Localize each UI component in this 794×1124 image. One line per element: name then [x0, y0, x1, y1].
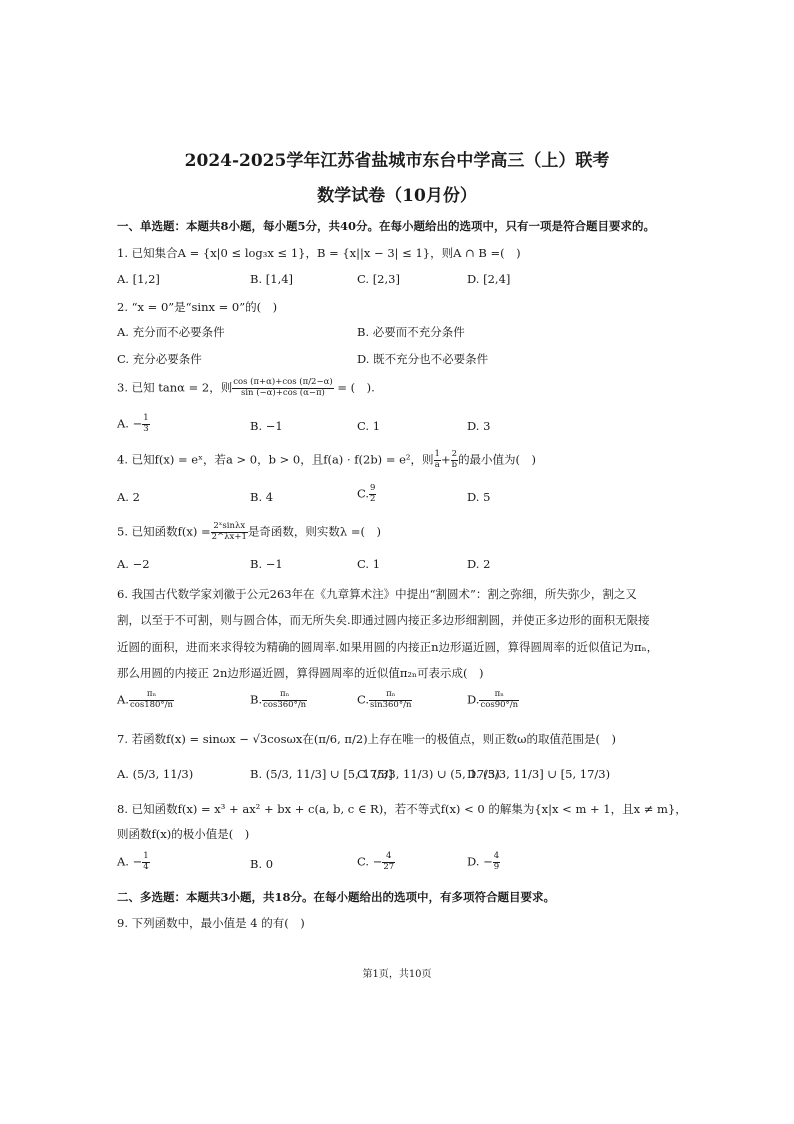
question-4-option-a: A. 2 — [117, 490, 140, 504]
question-6-option-d-fraction — [479, 690, 519, 711]
question-4-fraction-1-num: 1 — [434, 449, 440, 459]
exam-title: 2024-2025学年江苏省盐城市东台中学高三（上）联考 — [184, 151, 610, 171]
question-3-option-a-den: 3 — [143, 423, 149, 434]
question-4-option-c-den: 2 — [370, 493, 376, 504]
question-6-option-c-fraction — [369, 690, 412, 711]
question-7-option-d: D. (5/3, 11/3] ∪ [5, 17/3) — [467, 767, 611, 781]
question-3-option-d: D. 3 — [467, 419, 491, 433]
question-4-fraction-2 — [451, 450, 458, 471]
question-4-prefix: 4. 已知f(x) = eˣ，若a > 0，b > 0，且f(a) · f(2b) = e²，则 — [117, 452, 434, 467]
question-4-option-c-fraction — [369, 484, 376, 505]
page-footer: 第1页，共10页 — [362, 969, 432, 980]
question-6-option-a-label: A. — [117, 692, 129, 707]
question-6-option-b-den: cos360°/n — [263, 699, 307, 710]
question-1-option-d: D. [2,4] — [467, 272, 511, 286]
question-7-stem: 7. 若函数f(x) = sinωx − √3cosωx在(π/6, π/2)上存在唯一的极值点，则正数ω的取值范围是( ) — [117, 732, 616, 746]
question-8-option-d-den: 9 — [493, 861, 500, 872]
question-8-stem-2: 则函数f(x)的极小值是( ) — [117, 827, 250, 841]
question-6-option-c-den: sin360°/n — [370, 699, 412, 710]
question-3-numerator: cos (π+α)+cos (π/2−α) — [233, 377, 333, 387]
question-6-option-c-num: πₙ — [369, 690, 412, 701]
question-5-option-a: A. −2 — [117, 557, 150, 571]
question-3-stem — [117, 378, 375, 399]
question-3-denominator: sin (−α)+cos (α−π) — [240, 387, 325, 398]
question-5-option-d: D. 2 — [467, 557, 491, 571]
question-3-prefix: 3. 已知 tanα = 2，则 — [117, 380, 233, 395]
question-5-denominator: 2^λx+1 — [211, 531, 247, 542]
question-6-option-a-fraction — [129, 690, 174, 711]
question-1-option-c: C. [2,3] — [357, 272, 400, 286]
question-2-option-d: D. 既不充分也不必要条件 — [357, 352, 489, 366]
question-2-option-b: B. 必要而不充分条件 — [357, 325, 465, 339]
question-8-option-d-prefix: D. − — [467, 854, 493, 869]
question-3-option-a-prefix: A. − — [117, 416, 143, 431]
question-7-option-a: A. (5/3, 11/3) — [117, 767, 194, 781]
section-2-heading: 二、多选题：本题共3小题，共18分。在每小题给出的选项中，有多项符合题目要求。 — [117, 890, 556, 904]
question-6-option-d-den: cos90°/n — [480, 699, 519, 710]
question-5-stem — [117, 522, 381, 543]
question-8-option-d — [467, 852, 500, 873]
exam-subtitle: 数学试卷（10月份） — [317, 186, 477, 206]
question-6-option-b-num: πₙ — [262, 690, 307, 701]
question-1-option-a: A. [1,2] — [117, 272, 160, 286]
question-4-option-c-num: 9 — [370, 483, 376, 493]
question-8-option-a-prefix: A. − — [117, 854, 143, 869]
question-6-option-b-fraction — [262, 690, 307, 711]
question-1-stem: 1. 已知集合A = {x|0 ≤ log₃x ≤ 1}，B = {x||x − 3| ≤ 1}，则A ∩ B =( ) — [117, 246, 521, 260]
question-6-option-a — [117, 690, 174, 711]
question-6-option-d — [467, 690, 519, 711]
question-5-suffix: 是奇函数，则实数λ =( ) — [247, 524, 381, 539]
question-6-option-d-label: D. — [467, 692, 480, 707]
question-2-stem: 2. “x = 0”是“sinx = 0”的( ) — [117, 300, 278, 314]
question-5-prefix: 5. 已知函数f(x) = — [117, 524, 211, 539]
question-7-option-c: C. (5/3, 11/3) ∪ (5, 17/3) — [357, 767, 500, 781]
question-3-suffix: = ( ). — [337, 380, 375, 395]
question-4-option-b: B. 4 — [250, 490, 274, 504]
question-8-option-c-num: 4 — [382, 852, 395, 863]
question-3-option-a-fraction — [142, 414, 149, 435]
question-5-option-c: C. 1 — [357, 557, 381, 571]
question-4-plus: + — [440, 452, 451, 467]
question-1-option-b: B. [1,4] — [250, 272, 294, 286]
question-6-option-d-num: πₙ — [479, 690, 519, 701]
question-6-option-b — [250, 690, 307, 711]
question-6-option-c-label: C. — [357, 692, 370, 707]
question-4-option-c-prefix: C. — [357, 486, 370, 501]
question-5-fraction — [211, 522, 248, 543]
section-1-heading: 一、单选题：本题共8小题，每小题5分，共40分。在每小题给出的选项中，只有一项是符合题目要求的。 — [117, 219, 656, 233]
question-6-line-4: 那么用圆的内接正 2n边形逼近圆，算得圆周率的近似值π₂ₙ可表示成( ) — [117, 666, 484, 680]
question-8-option-d-num: 4 — [493, 851, 500, 861]
question-3-fraction — [232, 378, 333, 399]
question-7-option-b: B. (5/3, 11/3] ∪ [5, 17/3] — [250, 767, 393, 781]
question-6-option-a-num: πₙ — [129, 690, 174, 701]
question-2-option-c: C. 充分必要条件 — [117, 352, 202, 366]
question-3-option-c: C. 1 — [357, 419, 381, 433]
question-6-option-c — [357, 690, 412, 711]
question-8-option-c-prefix: C. − — [357, 854, 383, 869]
question-4-fraction-2-num: 2 — [451, 449, 458, 459]
question-8-option-a — [117, 852, 150, 873]
question-8-stem: 8. 已知函数f(x) = x³ + ax² + bx + c(a, b, c ∈ R)，若不等式f(x) < 0 的解集为{x|x < m + 1，且x ≠ m}， — [117, 802, 687, 816]
question-6-line-3: 近圆的面积，进而来求得较为精确的圆周率.如果用圆的内接正n边形逼近圆，算得圆周率的近似值记为πₙ， — [117, 640, 659, 654]
question-3-option-b: B. −1 — [250, 419, 283, 433]
question-8-option-c-fraction — [382, 852, 395, 873]
question-6-option-a-den: cos180°/n — [129, 699, 174, 710]
question-6-line-1: 6. 我国古代数学家刘徽于公元263年在《九章算术注》中提出“割圆术”：割之弥细，所失弥少，割之又 — [117, 587, 637, 601]
question-8-option-c-den: 27 — [383, 861, 395, 872]
question-2-option-a: A. 充分而不必要条件 — [117, 325, 225, 339]
question-4-stem — [117, 450, 536, 471]
question-5-option-b: B. −1 — [250, 557, 283, 571]
question-6-option-b-label: B. — [250, 692, 263, 707]
question-3-option-a — [117, 414, 150, 435]
question-8-option-d-fraction — [493, 852, 500, 873]
question-4-option-c — [357, 484, 376, 505]
question-8-option-a-den: 4 — [143, 861, 149, 872]
question-8-option-c — [357, 852, 395, 873]
question-8-option-a-num: 1 — [143, 851, 149, 861]
question-4-fraction-2-den: b — [451, 459, 458, 470]
question-8-option-a-fraction — [142, 852, 149, 873]
question-3-option-a-num: 1 — [143, 413, 149, 423]
question-4-fraction-1 — [434, 450, 441, 471]
question-6-line-2: 割，以至于不可割，则与圆合体，而无所失矣.即通过圆内接正多边形细割圆，并使正多边形的面积无限接 — [117, 613, 650, 627]
question-9-stem: 9. 下列函数中，最小值是 4 的有( ) — [117, 916, 305, 930]
question-5-numerator: 2ˣsinλx — [211, 522, 248, 533]
question-4-option-d: D. 5 — [467, 490, 491, 504]
question-8-option-b: B. 0 — [250, 857, 274, 871]
question-4-suffix: 的最小值为( ) — [458, 452, 537, 467]
question-4-fraction-1-den: a — [434, 459, 440, 470]
